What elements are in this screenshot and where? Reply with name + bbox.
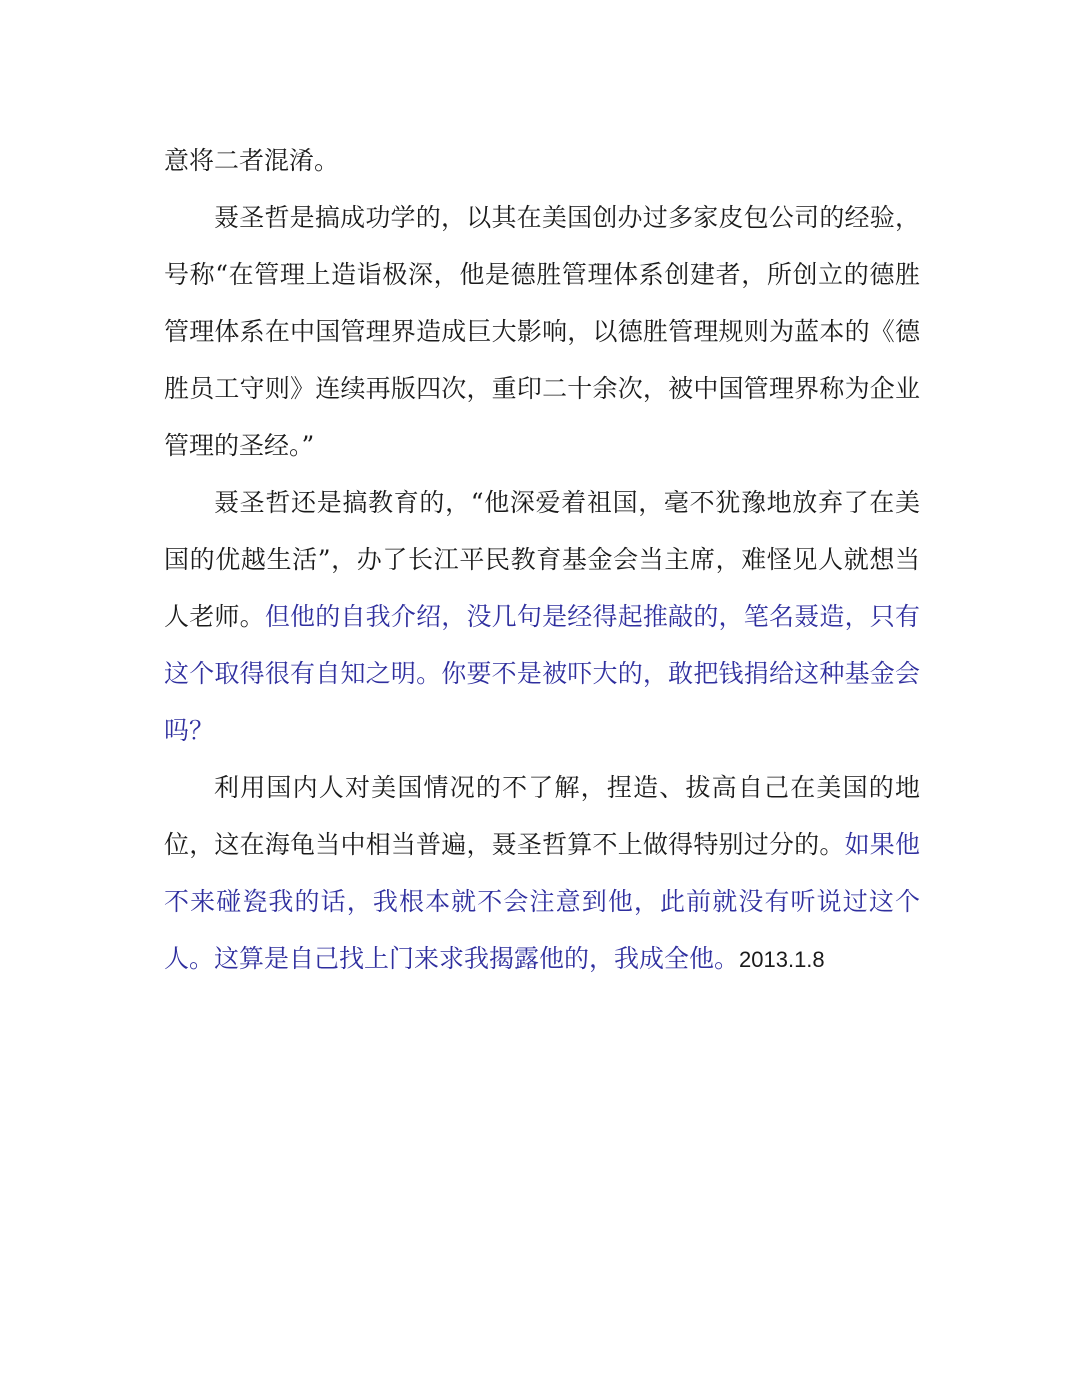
paragraph-3-highlight: 但他的自我介绍，没几句是经得起推敲的，笔名聂造，只有这个取得很有自知之明。你要不是被吓大的，敢把钱捐给这种基金会吗？: [164, 602, 920, 745]
document-date: 2013.1.8: [739, 947, 825, 972]
paragraph-3: [164, 474, 920, 759]
paragraph-1-text: 意将二者混淆。: [164, 146, 340, 175]
paragraph-1: [164, 132, 920, 189]
paragraph-2: [164, 189, 920, 474]
paragraph-2-text: 聂圣哲是搞成功学的，以其在美国创办过多家皮包公司的经验，号称“在管理上造诣极深，他是德胜管理体系创建者，所创立的德胜管理体系在中国管理界造成巨大影响，以德胜管理规则为蓝本的《德胜员工守则》连续再版四次，重印二十余次，被中国管理界称为企业管理的圣经。”: [164, 203, 920, 460]
paragraph-3-text: 聂圣哲还是搞教育的，“他深爱着祖国，毫不犹豫地放弃了在美国的优越生活”，办了长江平民教育基金会当主席，难怪见人就想当人老师。: [164, 488, 920, 631]
paragraph-4-text: 利用国内人对美国情况的不了解，捏造、拔高自己在美国的地位，这在海龟当中相当普遍，聂圣哲算不上做得特别过分的。: [164, 773, 920, 859]
paragraph-4: [164, 759, 920, 988]
paragraph-4-highlight: 如果他不来碰瓷我的话，我根本就不会注意到他，此前就没有听说过这个人。这算是自己找上门来求我揭露他的，我成全他。: [164, 830, 920, 973]
document-body: [164, 132, 920, 988]
